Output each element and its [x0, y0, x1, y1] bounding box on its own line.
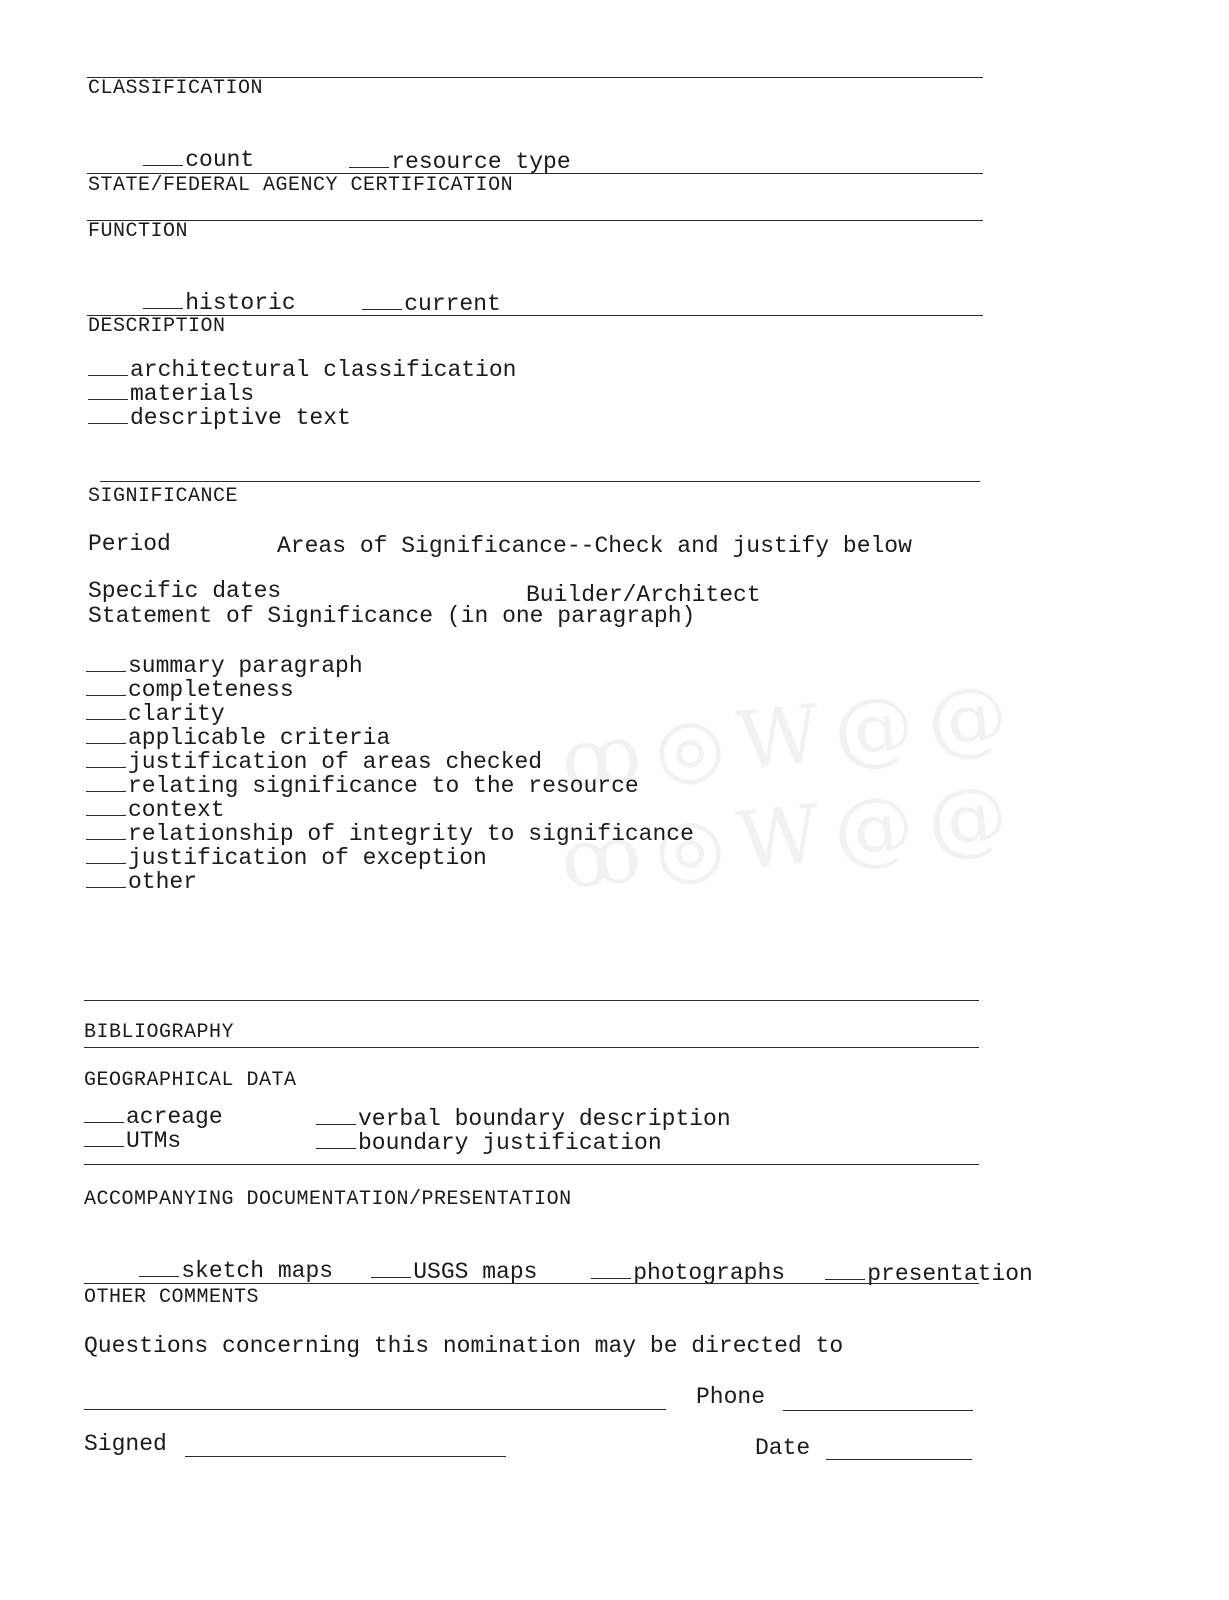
historic-label: historic [185, 290, 296, 316]
significance-item [86, 653, 694, 677]
acreage-checkbox[interactable] [84, 1104, 124, 1123]
acreage-label: acreage [126, 1104, 223, 1130]
significance-item-label: justification of exception [128, 845, 487, 871]
areas-of-significance-label: Areas of Significance--Check and justify below [277, 533, 912, 559]
resource-type-checkbox[interactable] [349, 150, 389, 168]
checkbox-blank[interactable] [86, 773, 126, 792]
significance-item [86, 725, 694, 749]
checkbox-blank[interactable] [86, 749, 126, 768]
significance-item-label: clarity [128, 701, 225, 727]
usgs-maps-checkbox[interactable] [371, 1260, 411, 1278]
significance-item [86, 797, 694, 821]
significance-item [86, 869, 694, 893]
phone-label: Phone [696, 1384, 766, 1410]
checkbox-blank[interactable] [86, 677, 126, 696]
background-watermark: ꝏ◎W@@ [556, 766, 1026, 907]
significance-item [86, 845, 694, 869]
significance-item [86, 773, 694, 797]
presentation-label: presentation [867, 1261, 1033, 1287]
phone-field[interactable] [783, 1410, 973, 1411]
geographical-data-header: GEOGRAPHICAL DATA [84, 1069, 297, 1092]
significance-item-label: context [128, 797, 225, 823]
utms-checkbox[interactable] [84, 1128, 124, 1147]
checkbox-blank[interactable] [86, 797, 126, 816]
checkbox-blank[interactable] [86, 821, 126, 840]
signature-field[interactable] [185, 1456, 506, 1457]
photographs-checkbox[interactable] [591, 1261, 631, 1279]
current-label: current [404, 291, 501, 317]
section-rule [84, 1047, 979, 1048]
certification-header: STATE/FEDERAL AGENCY CERTIFICATION [88, 174, 514, 197]
significance-item [86, 677, 694, 701]
usgs-maps-label: USGS maps [413, 1259, 538, 1285]
significance-item [86, 821, 694, 845]
resource-type-label: resource type [391, 149, 571, 175]
section-rule [87, 220, 983, 221]
section-rule [84, 1164, 979, 1165]
current-checkbox[interactable] [362, 292, 402, 310]
checkbox-blank[interactable] [86, 725, 126, 744]
documentation-row [316, 1237, 537, 1307]
geographical-left-list [84, 1104, 223, 1152]
count-label: count [185, 147, 255, 173]
checkbox-blank[interactable] [86, 653, 126, 672]
checkbox-blank[interactable] [86, 701, 126, 720]
description-header: DESCRIPTION [88, 315, 226, 338]
documentation-row [770, 1239, 1033, 1309]
significance-item-label: justification of areas checked [128, 749, 543, 775]
description-item-label: architectural classification [130, 357, 517, 383]
boundary-justification-label: boundary justification [358, 1130, 662, 1156]
significance-item-label: applicable criteria [128, 725, 391, 751]
function-row [307, 269, 501, 339]
significance-item-label: relationship of integrity to significance [128, 821, 694, 847]
significance-checklist [86, 653, 694, 893]
utms-label: UTMs [126, 1128, 182, 1154]
description-item-label: materials [130, 381, 255, 407]
checkbox-blank[interactable] [86, 869, 126, 888]
checkbox-blank[interactable] [88, 357, 128, 376]
significance-item [86, 701, 694, 725]
verbal-boundary-label: verbal boundary description [358, 1106, 731, 1132]
geographical-item [84, 1128, 223, 1152]
checkbox-blank[interactable] [88, 381, 128, 400]
checkbox-blank[interactable] [88, 405, 128, 424]
questions-text: Questions concerning this nomination may be directed to [84, 1333, 844, 1359]
description-list [88, 357, 516, 429]
geographical-item [316, 1130, 731, 1154]
documentation-row [536, 1238, 785, 1308]
date-label: Date [755, 1435, 811, 1461]
boundary-justification-checkbox[interactable] [316, 1130, 356, 1149]
background-watermark: ꝏ◎W@@ [556, 666, 1026, 807]
geographical-item [316, 1106, 731, 1130]
description-item [88, 405, 516, 429]
geographical-item [84, 1104, 223, 1128]
contact-name-field[interactable] [84, 1409, 666, 1410]
description-item-label: descriptive text [130, 405, 351, 431]
documentation-header: ACCOMPANYING DOCUMENTATION/PRESENTATION [84, 1188, 572, 1211]
date-field[interactable] [826, 1459, 972, 1460]
section-rule [84, 1283, 979, 1284]
statement-of-significance-label: Statement of Significance (in one paragraph) [88, 603, 696, 629]
period-label: Period [88, 531, 171, 557]
specific-dates-label: Specific dates [88, 578, 282, 604]
significance-header: SIGNIFICANCE [88, 485, 239, 508]
signed-label: Signed [84, 1431, 167, 1457]
photographs-label: photographs [633, 1260, 786, 1286]
sketch-maps-checkbox[interactable] [139, 1259, 179, 1277]
count-checkbox[interactable] [143, 148, 183, 166]
verbal-boundary-checkbox[interactable] [316, 1106, 356, 1125]
significance-item-label: completeness [128, 677, 294, 703]
other-comments-header: OTHER COMMENTS [84, 1286, 260, 1309]
significance-item-label: other [128, 869, 198, 895]
section-rule [100, 481, 980, 482]
significance-item-label: summary paragraph [128, 653, 363, 679]
description-item [88, 381, 516, 405]
geographical-right-list [316, 1106, 731, 1154]
checkbox-blank[interactable] [86, 845, 126, 864]
presentation-checkbox[interactable] [825, 1262, 865, 1280]
historic-checkbox[interactable] [143, 291, 183, 309]
description-item [88, 357, 516, 381]
function-header: FUNCTION [88, 220, 189, 243]
bibliography-header: BIBLIOGRAPHY [84, 1021, 235, 1044]
classification-header: CLASSIFICATION [88, 77, 264, 100]
significance-item [86, 749, 694, 773]
sketch-maps-label: sketch maps [181, 1258, 334, 1284]
builder-architect-label: Builder/Architect [526, 582, 761, 608]
significance-item-label: relating significance to the resource [128, 773, 639, 799]
section-rule [84, 1000, 979, 1001]
